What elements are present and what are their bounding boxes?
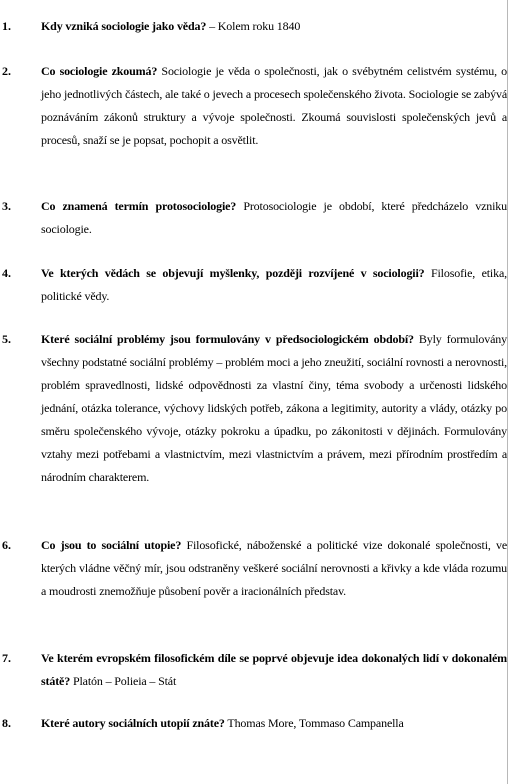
item-text [41,328,507,489]
question-text: Co znamená termín protosociologie? [41,199,237,213]
item-text [41,712,507,735]
question-text: Které sociální problémy jsou formulovány v předsociologickém období? [41,332,414,346]
item-text [41,262,507,308]
answer-text: Sociologie je věda o společnosti, jak o svébytném celistvém systému, o jeho jednotlivých částech, ale také o jevech a procesech společenského života. Sociologie se zabývá poznáváním zákonů struktury a vývoje společnosti. Zkoumá souvislosti společenských jevů a procesů, snaží se je popsat, pochopit a osvětlit. [41,64,507,147]
item-text [41,15,507,38]
question-text: Které autory sociálních utopií znáte? [41,716,225,730]
item-number: 2. [2,64,11,78]
item-number: 3. [2,199,11,213]
answer-text: Platón – Polieia – Stát [72,674,177,688]
answer-text: Filosofie, etika, politické vědy. [41,266,507,303]
question-text: Co jsou to sociální utopie? [41,538,182,552]
question-text: Kdy vzniká sociologie jako věda? [41,19,207,33]
item-text [41,647,507,693]
item-number: 1. [2,19,11,33]
item-number: 7. [2,651,11,665]
answer-text: Protosociologie je období, které předcházelo vzniku sociologie. [41,199,507,236]
item-number: 8. [2,716,11,730]
answer-text: Byly formulovány všechny podstatné sociální problémy – problém moci a jeho zneužití, sociální rovnosti a nerovnosti, problém spravedlnosti, lidské odpovědnosti za vlastní činy, téma svobody a určenosti lidského jednání, otázka tolerance, výchovy lidských potřeb, zákona a legitimity, autority a vlády, otázky po směru společenského vývoje, otázky pokroku a úpadku, po zákonitosti v dějinách. Formulovány vztahy mezi potřebami a vlastnictvím, mezi vlastnictvím a právem, mezi přírodním prostředím a národním charakterem. [41,332,507,484]
answer-text: Thomas More, Tommaso Campanella [227,716,404,730]
item-number: 4. [2,266,11,280]
question-text: Co sociologie zkoumá? [41,64,158,78]
question-text: Ve kterých vědách se objevují myšlenky, později rozvíjené v sociologii? [41,266,425,280]
item-text [41,60,507,152]
question-text: Ve kterém evropském filosofickém díle se poprvé objevuje idea dokonalých lidí v dokonalém státě? [41,651,507,688]
answer-text: Filosofické, náboženské a politické vize dokonalé společnosti, ve kterých vládne věčný mír, jsou odstraněny veškeré sociální nerovnosti a křivky a kde vláda rozumu a moudrosti znemožňuje působení pověr a iracionálních představ. [41,538,507,598]
item-text [41,195,507,241]
item-text [41,534,507,603]
item-number: 6. [2,538,11,552]
answer-text: – Kolem roku 1840 [209,19,301,33]
item-number: 5. [2,332,11,346]
